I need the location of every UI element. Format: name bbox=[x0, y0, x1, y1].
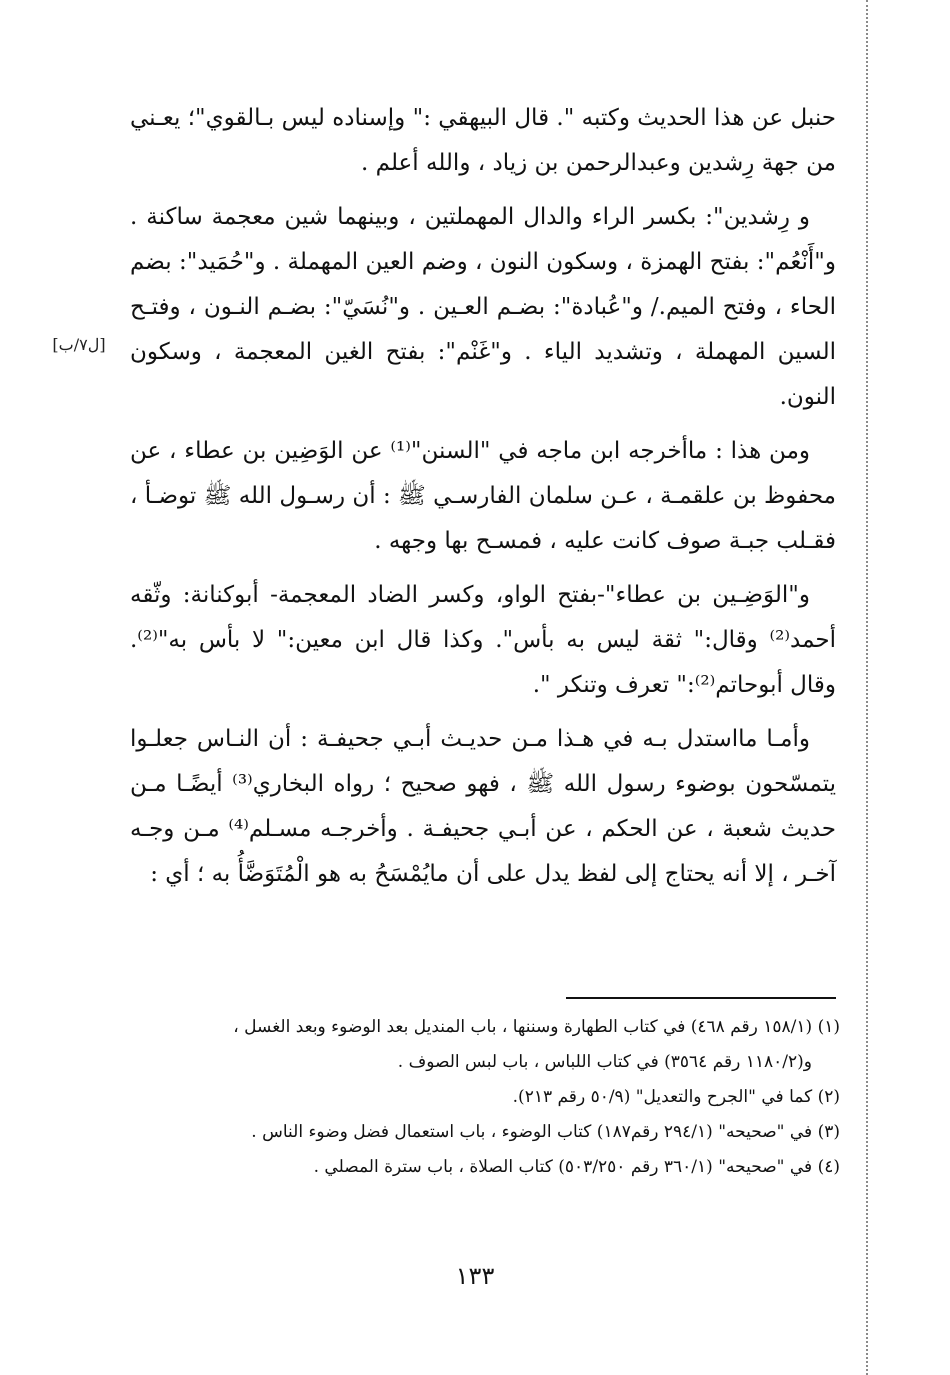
footnote-2: (٢) كما في "الجرح والتعديل" (٥٠/٩ رقم ٢١٣). bbox=[512, 1087, 840, 1107]
paragraph: حنبل عن هذا الحديث وكتبه ". قال البيهقي :" وإسناده ليس بـالقوي"؛ يعـني من جهة رِشدين وعبدالرحمن بن زياد ، والله أعلم . bbox=[130, 105, 836, 176]
paragraph: وأمـا مااستدل بـه في هـذا مـن حديـث أبـي جحيفـة : أن النـاس جعلـوا يتمسّحون بوضوء رسول الله ﷺ ، فهو صحيح ؛ رواه البخاري⁽³⁾ أيضًـا مـن حديث شعبة ، عن الحكم ، عن أبـي جحيفـة . وأخرجـه مسـلم⁽⁴⁾ مـن وجـه آخـر ، إلا أنه يحتاج إلى لفظ يدل على أن مايُمْسَحُ به هو الْمُتَوَضَّأُ به ؛ أي : bbox=[130, 726, 836, 887]
paragraph: و"الوَضِـين بن عطاء"-بفتح الواو، وكسر الضاد المعجمة- أبوكنانة: وثّقه أحمد⁽²⁾ وقال:" ثقة ليس به بأس". وكذا قال ابن معين:" لا بأس به"⁽²⁾. وقال أبوحاتم⁽²⁾:" تعرف وتنكر ". bbox=[130, 582, 836, 698]
footnote-1-continuation: و(١١٨٠/٢ رقم ٣٥٦٤) في كتاب اللباس ، باب لبس الصوف . bbox=[397, 1052, 812, 1072]
paragraph: و رِشدين": بكسر الراء والدال المهملتين ، وبينهما شين معجمة ساكنة . و"أَنْعُم": بفتح الهمزة ، وسكون النون ، وضم العين المهملة . و"حُمَيد": بضم الحاء ، وفتح الميم./ و"عُبادة": بضـم العـين . و"نُسَيّ": بضـم النـون ، وفتـح السين المهملة ، وتشديد الياء . و"غَنْم": بفتح الغين المعجمة ، وسكون النون. bbox=[130, 204, 836, 410]
footnote-1: (١) (١٥٨/١ رقم ٤٦٨) في كتاب الطهارة وسننها ، باب المنديل بعد الوضوء وبعد الغسل ، bbox=[233, 1017, 840, 1037]
margin-dotted-rule bbox=[866, 0, 868, 1375]
manuscript-folio-note: [ل٧/ب] bbox=[52, 335, 106, 354]
footnote-4: (٤) في "صحيحه" (٣٦٠/١ رقم ٥٠٣/٢٥٠) كتاب الصلاة ، باب سترة المصلي . bbox=[313, 1157, 840, 1177]
footnote-3: (٣) في "صحيحه" (٢٩٤/١ رقم١٨٧) كتاب الوضوء ، باب استعمال فضل وضوء الناس . bbox=[251, 1122, 840, 1142]
footnote-separator bbox=[566, 997, 836, 999]
footnotes bbox=[130, 1010, 840, 1185]
body-text bbox=[130, 96, 836, 906]
paragraph: ومن هذا : ماأخرجه ابن ماجه في "السنن"⁽¹⁾ عن الوَضِين بن عطاء ، عن محفوظ بن علقمـة ، عـن سلمان الفارسـي ﷺ : أن رسـول الله ﷺ توضـأ ، فقـلب جبـة صوف كانت عليه ، فمسـح بها وجهه . bbox=[130, 438, 836, 554]
page-number: ١٣٣ bbox=[455, 1262, 495, 1290]
